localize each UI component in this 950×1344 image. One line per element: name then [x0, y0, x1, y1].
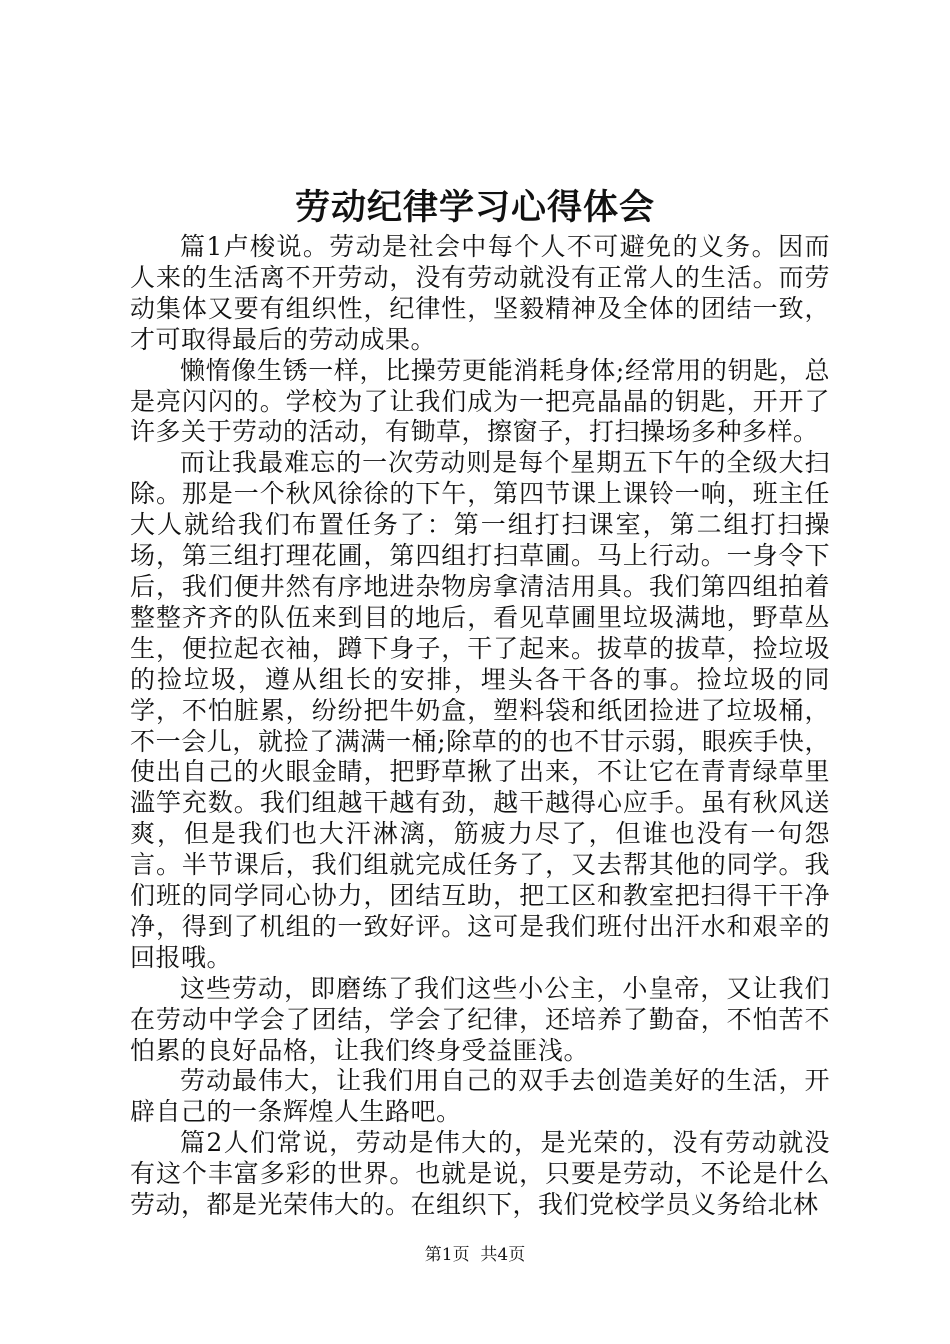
- document-body: [130, 232, 830, 1221]
- paragraph-4: 这些劳动，即磨练了我们这些小公主，小皇帝，又让我们在劳动中学会了团结，学会了纪律，还培养了勤奋，不怕苦不怕累的良好品格，让我们终身受益匪浅。: [130, 973, 830, 1065]
- page-number: 第1页: [424, 1245, 470, 1265]
- footer-separator: [470, 1245, 481, 1265]
- document-title: 劳动纪律学习心得体会: [294, 187, 655, 228]
- paragraph-3: 而让我最难忘的一次劳动则是每个星期五下午的全级大扫除。那是一个秋风徐徐的下午，第四节课上课铃一响，班主任大人就给我们布置任务了：第一组打扫课室，第二组打扫操场，第三组打理花圃，第四组打扫草圃。马上行动。一身令下后，我们便井然有序地进杂物房拿清洁用具。我们第四组拍着整整齐齐的队伍来到目的地后，看见草圃里垃圾满地，野草丛生，便拉起衣袖，蹲下身子，干了起来。拔草的拔草，捡垃圾的捡垃圾，遵从组长的安排，埋头各干各的事。捡垃圾的同学，不怕脏累，纷纷把牛奶盒，塑料袋和纸团捡进了垃圾桶，不一会儿，就捡了满满一桶;除草的的也不甘示弱，眼疾手快，使出自己的火眼金睛，把野草揪了出来，不让它在青青绿草里滥竽充数。我们组越干越有劲，越干越得心应手。虽有秋风送爽，但是我们也大汗淋漓，筋疲力尽了，但谁也没有一句怨言。半节课后，我们组就完成任务了，又去帮其他的同学。我们班的同学同心协力，团结互助，把工区和教室把扫得干干净净，得到了机组的一致好评。这可是我们班付出汗水和艰辛的回报哦。: [130, 448, 830, 972]
- page-footer: [0, 1244, 950, 1266]
- paragraph-5: 劳动最伟大，让我们用自己的双手去创造美好的生活，开辟自己的一条辉煌人生路吧。: [130, 1066, 830, 1127]
- paragraph-2: 懒惰像生锈一样，比操劳更能消耗身体;经常用的钥匙，总是亮闪闪的。学校为了让我们成为一把亮晶晶的钥匙，开开了许多关于劳动的活动，有锄草，擦窗子，打扫操场多种多样。: [130, 355, 830, 447]
- paragraph-6: 篇2人们常说，劳动是伟大的，是光荣的，没有劳动就没有这个丰富多彩的世界。也就是说，只要是劳动，不论是什么劳动，都是光荣伟大的。在组织下，我们党校学员义务给北林: [130, 1128, 830, 1220]
- paragraph-1: 篇1卢梭说。劳动是社会中每个人不可避免的义务。因而人来的生活离不开劳动，没有劳动就没有正常人的生活。而劳动集体又要有组织性，纪律性，坚毅精神及全体的团结一致，才可取得最后的劳动成果。: [130, 232, 830, 354]
- page-total: 共4页: [480, 1245, 526, 1265]
